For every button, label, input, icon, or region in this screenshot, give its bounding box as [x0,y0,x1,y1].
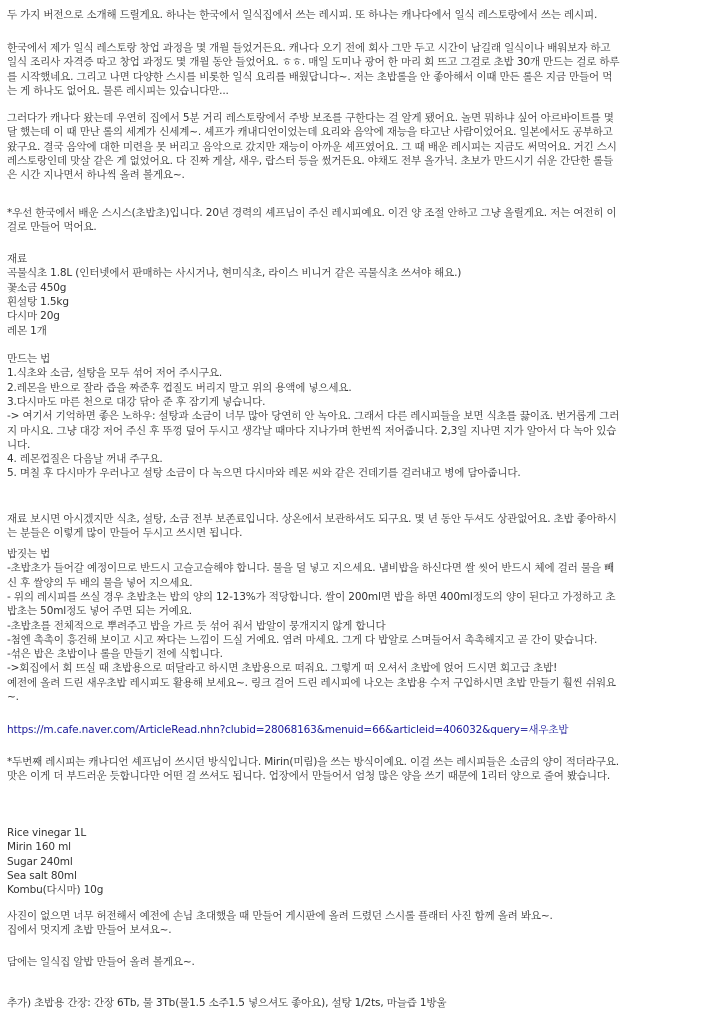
post-text-line: 밥초는 50ml정도 넣어 주면 되는 거예요. [7,605,192,618]
post-text-line: *두번째 레시피는 캐나디언 셰프님이 쓰시던 방식입니다. Mirin(미림)을 쓰는 방식이예요. 이걸 쓰는 레시피들은 소금의 양이 적더라구요. [7,756,619,768]
post-text-line: ~. [7,691,19,703]
post-text-line: 레스토랑인데 맛살 같은 게 없었어요. 다 진짜 게살, 새우, 랍스터 등을 썼거든요. 야채도 전부 올가닉. 초보가 만드시기 쉬운 간단한 롤들 [7,154,614,167]
post-text-line: -섞은 밥은 초밥이나 롤을 만들기 전에 식힙니다. [7,648,223,661]
post-text-line: 5. 며칠 후 다시마가 우러나고 설탕 소금이 다 녹으면 다시마와 레몬 씨와 같은 건데기를 걸러내고 병에 담아줍니다. [7,467,521,480]
post-text-line: 한국에서 제가 일식 레스토랑 창업 과정을 몇 개월 들었거든요. 캐나다 오기 전에 회사 그만 두고 시간이 남길래 일식이나 배워보자 하고 [7,42,611,54]
post-text-line: 레몬 1개 [7,324,47,337]
post-text-line: -초밥초를 전체적으로 뿌려주고 밥을 가르 듯 섞어 줘서 밥알이 뭉개지지 않게 합니다 [7,619,386,632]
post-text-line: Sugar 240ml [7,855,73,868]
post-text-line: 신 후 쌀양의 두 배의 물을 넣어 지으세요. [7,576,193,589]
post-text-line: 추가) 초밥용 간장: 간장 6Tb, 물 3Tb(물1.5 소주1.5 넣으셔도 좋아요), 설탕 1/2ts, 마늘즙 1방울 [7,997,447,1009]
post-text-line: Kombu(다시마) 10g [7,884,104,897]
post-text-line: 담에는 일식집 알밥 만들어 올려 볼게요~. [7,956,195,968]
post-text-line: 예전에 올려 드린 새우초밥 레시피도 활용해 보세요~. 링크 걸어 드린 레시피에 나오는 초밥용 수저 구입하시면 초밥 만들기 훨씬 쉬워요 [7,676,616,689]
post-text-line: 사진이 없으면 너무 허전해서 예전에 손님 초대했을 때 만들어 게시판에 올려 드렸던 스시롤 플래터 사진 함께 올려 봐요~. [7,910,553,922]
post-text-line: 흰설탕 1.5kg [7,295,69,308]
post-text-line: 3.다시마도 마른 천으로 대강 닦아 준 후 잠기게 넣습니다. [7,395,266,408]
post-text-line: 는 분들은 이렇게 많이 만들어 두시고 쓰시면 됩니다. [7,527,243,540]
post-text-line: 1.식초와 소금, 설탕을 모두 섞어 저어 주시구요. [7,367,223,380]
post-text-line: Mirin 160 ml [7,841,71,854]
post-text-line: ->회집에서 회 뜨실 때 초밥용으로 떠달라고 하시면 초밥용으로 떠줘요. 그렇게 떠 오셔서 초밥에 얹어 드시면 회고급 초밥! [7,662,558,675]
post-text-line: 재료 보시면 아시겠지만 식초, 설탕, 소금 전부 보존료입니다. 상온에서 보관하셔도 되구요. 몇 년 동안 두셔도 상관없어요. 초밥 좋아하시 [7,513,617,525]
post-text-line: 2.레몬을 반으로 잘라 즙을 짜준후 껍질도 버리지 말고 위의 용액에 넣으세요. [7,381,352,394]
post-text-line: -첨엔 촉촉이 흥건해 보이고 시고 짜다는 느낌이 드실 거예요. 염려 마세요. 그게 다 밥알로 스며들어서 촉촉해지고 곧 간이 맞습니다. [7,633,598,646]
article-link[interactable]: https://m.cafe.naver.com/ArticleRead.nhn?clubid=28068163&menuid=66&articleid=406032&query=새우초밥 [7,724,569,736]
post-text-line: 재료 [7,253,27,265]
post-text-line: 만드는 법 [7,353,51,365]
post-text-line: Sea salt 80ml [7,869,77,882]
post-text-line: 왔구요. 결국 음악에 대한 미련을 못 버리고 음악으로 갔지만 재능이 아까운 셰프였어요. 그 때 배운 레시피는 지금도 써먹어요. 거긴 스시 [7,140,617,153]
post-text-line: 두 가지 버전으로 소개해 드릴게요. 하나는 한국에서 일식집에서 쓰는 레시피. 또 하나는 캐나다에서 일식 레스토랑에서 쓰는 레시피. [7,9,598,21]
post-text-line: 맛은 이게 더 부드러운 듯합니다만 어떤 걸 쓰셔도 됩니다. 업장에서 만들어서 엄청 많은 양을 쓰기 때문에 1리터 양으로 줄여 봤습니다. [7,770,611,783]
post-text-line: 를 시작했네요. 그리고 나면 다양한 스시를 비롯한 일식 요리를 배웠답니다~. 저는 초밥롤을 안 좋아해서 이때 만든 롤은 지금 만들어 먹 [7,70,613,83]
post-text-line: 밥짓는 법 [7,548,51,560]
post-text-line: 지 마시요. 그냥 대강 저어 주신 후 뚜껑 덮어 두시고 생각날 때마다 지나가며 한번씩 저어줍니다. 2,3일 지나면 지가 알아서 다 녹아 있습 [7,424,617,437]
post-text-line: 는 게 하나도 없어요. 물론 레시피는 있습니다만... [7,84,229,97]
post-text-line: 일식 조리사 자격증 따고 창업 과정도 몇 개월 동안 들었어요. ㅎㅎ. 매일 도미나 광어 한 마리 회 뜨고 그걸로 초밥 30개 만드는 걸로 하루 [7,56,620,69]
post-text-line: 그러다가 캐나다 왔는데 우연히 집에서 5분 거리 레스토랑에서 주방 보조를 구한다는 걸 알게 됐어요. 놀면 뭐하냐 싶어 아르바이트를 몇 [7,112,614,124]
post-text-line: *우선 한국에서 배운 스시스(초밥초)입니다. 20년 경력의 셰프님이 주신 레시피예요. 이건 양 조절 안하고 그냥 올릴게요. 저는 여전히 이 [7,207,617,219]
post-text-line: -초밥초가 들어갈 예정이므로 반드시 고슬고슬해야 합니다. 물을 덜 넣고 지으세요. 냄비밥을 하신다면 쌀 씻어 반드시 체에 걸러 물을 빼 [7,562,615,575]
post-text-line: - 위의 레시피를 쓰실 경우 초밥초는 밥의 양의 12-13%가 적당합니다. 쌀이 200ml면 밥을 하면 400ml정도의 양이 된다고 가정하고 초 [7,590,616,603]
post-text-line: 꽃소금 450g [7,281,67,294]
post-text-line: -> 여기서 기억하면 좋은 노하우: 설탕과 소금이 너무 많아 당연히 안 녹아요. 그래서 다른 레시피들을 보면 식초를 끓이죠. 번거롭게 그러 [7,410,620,423]
post-text-line: 곡물식초 1.8L (인터넷에서 판매하는 사시거나, 현미식초, 라이스 비니거 같은 곡물식초 쓰셔야 해요.) [7,267,462,280]
post-text-line: Rice vinegar 1L [7,827,87,839]
post-text-line: 4. 레몬껍질은 다음날 꺼내 주구요. [7,453,163,466]
post-text-line: 걸로 만들어 먹어요. [7,221,97,234]
post-text-line: 은 시간 지나면서 하나씩 올려 볼게요~. [7,169,185,182]
post-text-line: 집에서 멋지게 초밥 만들어 보셔요~. [7,924,172,937]
post-text-line: 다시마 20g [7,310,60,323]
post-text-line: 달 했는데 이 때 만난 롤의 세계가 신세계~. 셰프가 캐내디언이었는데 요리와 음악에 재능을 타고난 사람이었어요. 일본에서도 공부하고 [7,126,613,139]
post-text-line: 니다. [7,438,31,451]
